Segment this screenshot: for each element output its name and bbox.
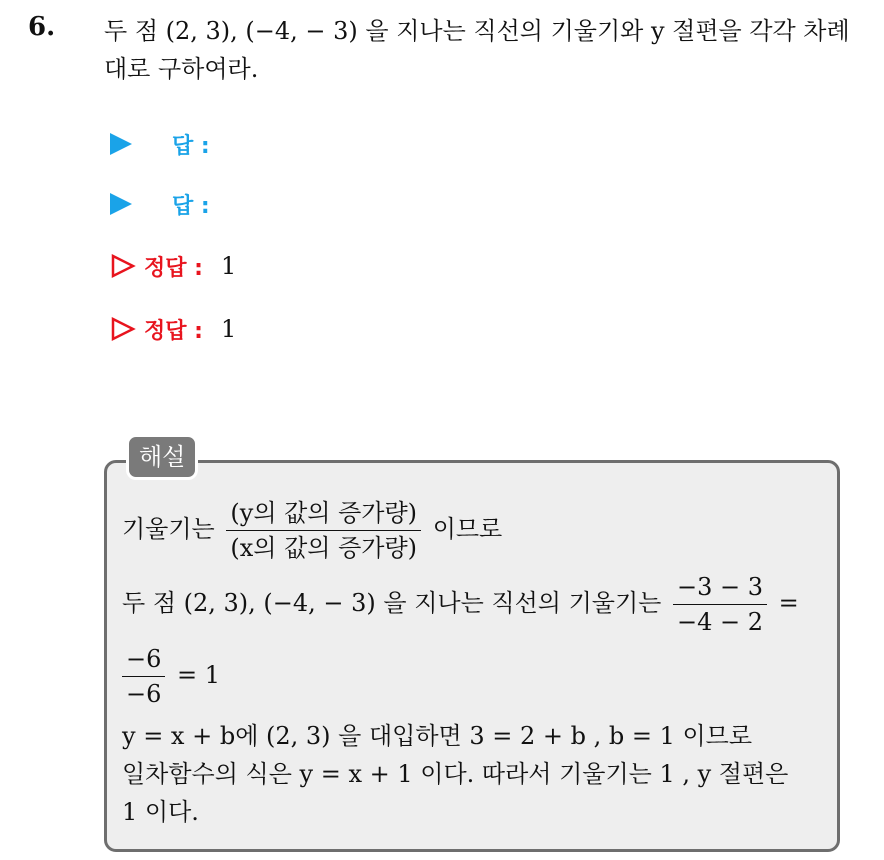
text-segment: = 1 [177,661,221,689]
text-segment: 이므로 [432,515,503,543]
fraction-numerator: −3 − 3 [673,572,767,605]
fraction-denominator: −4 − 2 [676,608,763,636]
fraction-numerator: −6 [122,644,165,677]
fraction-denominator: −6 [126,680,162,708]
answer-label: 답 : [172,193,210,219]
solution-value: 1 [220,252,237,280]
text-segment: 두 점 (2, 3), (−4, − 3) 을 지나는 직선의 기울기는 [122,589,662,617]
explanation-tag: 해설 [126,434,198,480]
explanation-line-1 [122,498,502,563]
text-segment: 기울기는 [122,515,215,543]
question-number: 6. [28,12,56,42]
fraction [226,498,421,563]
outline-arrow-icon [110,316,136,342]
outline-arrow-icon [110,253,136,279]
solution-value: 1 [220,315,237,343]
play-arrow-icon [110,133,132,155]
fraction [673,572,767,637]
solution-row-1 [110,249,236,283]
explanation-line-6: 1 이다. [122,798,199,826]
explanation-line-5: 일차함수의 식은 y = x + 1 이다. 따라서 기울기는 1 , y 절편은 [122,760,789,788]
solution-label: 정답 : [144,255,203,281]
explanation-line-2 [122,572,799,637]
text-segment: = [778,589,799,617]
explanation-line-3 [122,644,220,709]
answer-row-2 [110,187,210,221]
play-arrow-icon [110,193,132,215]
solution-label: 정답 : [144,318,203,344]
explanation-line-4: y = x + b에 (2, 3) 을 대입하면 3 = 2 + b , b = 1 이므로 [122,722,753,750]
fraction [122,644,165,709]
answer-label: 답 : [172,133,210,159]
question-text: 두 점 (2, 3), (−4, − 3) 을 지나는 직선의 기울기와 y 절편을 각각 차례대로 구하여라. [104,17,850,83]
fraction-numerator: (y의 값의 증가량) [226,498,421,531]
solution-row-2 [110,312,236,346]
answer-row-1 [110,127,210,161]
fraction-denominator: (x의 값의 증가량) [230,534,418,562]
